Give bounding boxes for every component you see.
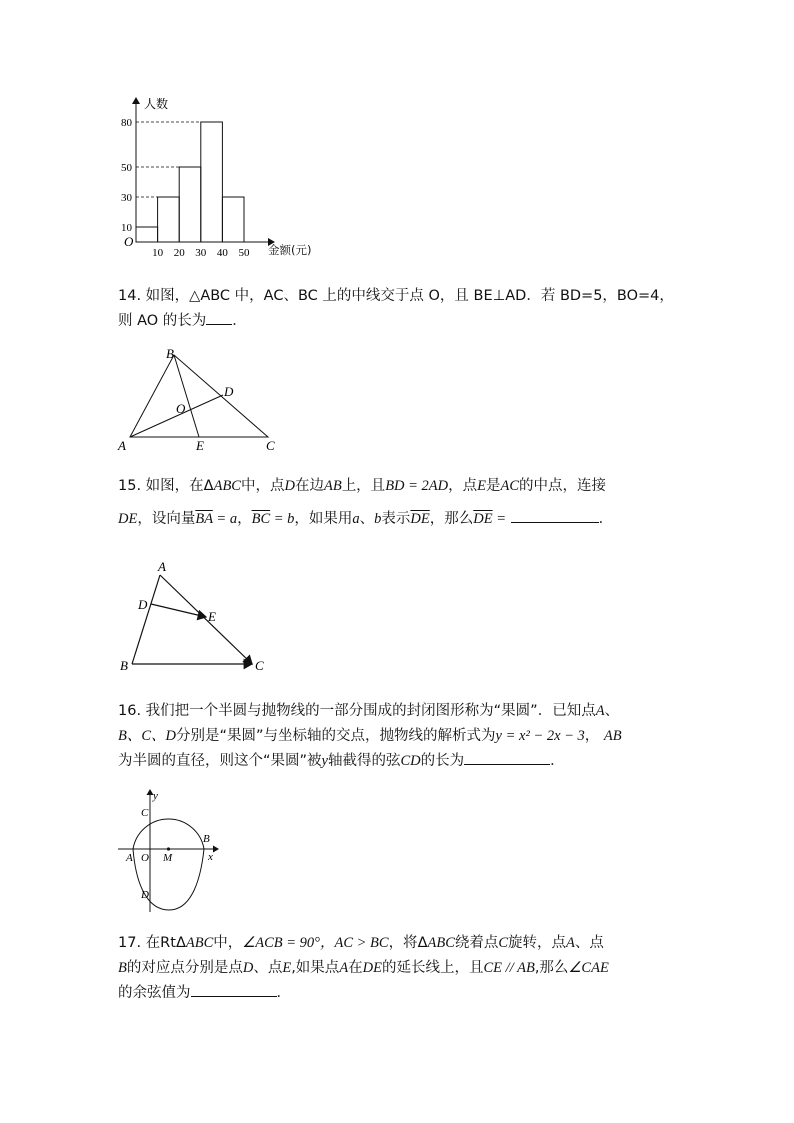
- question-16: [118, 699, 688, 774]
- y-axis-label: 人数: [144, 97, 169, 111]
- histogram-bar: [222, 197, 244, 242]
- q17-line2: B的对应点分别是点D、点E,如果点A在DE的延长线上，且CE // AB,那么∠CAE: [118, 960, 609, 976]
- label-B: B: [166, 346, 174, 361]
- histogram-bar: [201, 122, 223, 242]
- y-tick-label: 10: [121, 222, 132, 234]
- x-tick-label: 30: [195, 247, 207, 259]
- q16-line2: B、C、D分别是“果圆”与坐标轴的交点，抛物线的解析式为y = x² − 2x − 3， AB: [118, 728, 622, 744]
- answer-blank[interactable]: [464, 750, 550, 765]
- y-tick-label: 80: [121, 117, 132, 129]
- q15-line2: DE，设向量$\overline{BA} = a$，$\overline{BC} = b$，如果用a、b表示$\overline{DE}$，那么$\overline{DE}$ = ．: [118, 503, 688, 536]
- x-tick-label: 50: [238, 247, 250, 259]
- q14-line2: [118, 309, 688, 334]
- q17-line1: 17. 在RtΔABC中，∠ACB = 90°，AC > BC，将ΔABC绕着点C旋转，点A、点: [118, 935, 604, 951]
- label-x: x: [208, 851, 213, 863]
- q16-figure: [114, 786, 226, 916]
- label-E: E: [196, 438, 204, 453]
- label-C: C: [266, 438, 275, 453]
- label-O: O: [176, 401, 186, 416]
- label-A: A: [158, 559, 166, 574]
- label-A: A: [118, 438, 126, 453]
- label-C: C: [255, 658, 264, 673]
- histogram-bar: [136, 227, 158, 242]
- y-tick-label: 50: [121, 162, 132, 174]
- x-tick-label: 20: [173, 247, 185, 259]
- x-axis-label: 金额(元): [268, 243, 312, 257]
- label-y: y: [153, 790, 158, 802]
- y-tick-label: 30: [121, 192, 132, 204]
- label-D: D: [141, 889, 149, 901]
- question-14: [118, 284, 688, 334]
- label-O: O: [141, 852, 149, 864]
- histogram-bar: [158, 197, 180, 242]
- question-17: [118, 931, 688, 1006]
- label-D: D: [224, 384, 234, 399]
- q14-end: ．: [232, 313, 247, 329]
- q15-line1: 15. 如图，在ΔABC中，点D在边AB上，且BD = 2AD，点E是AC的中点，连接: [118, 478, 607, 494]
- answer-blank[interactable]: [206, 310, 232, 325]
- histogram-bar: [179, 167, 201, 242]
- label-A: A: [126, 852, 133, 864]
- q15-figure: [112, 558, 272, 674]
- q14-figure: [112, 342, 288, 454]
- label-E: E: [208, 609, 216, 624]
- q17-line3: 的余弦值为 ．: [118, 981, 688, 1006]
- label-C: C: [141, 807, 149, 819]
- label-B: B: [120, 658, 128, 673]
- label-D: D: [138, 597, 148, 612]
- question-15: [118, 470, 688, 536]
- answer-blank[interactable]: [511, 508, 599, 523]
- origin-label: O: [124, 234, 134, 249]
- histogram-chart: [112, 92, 282, 262]
- q16-line3: 为半圆的直径，则这个“果圆”被y轴截得的弦CD的长为 ．: [118, 749, 688, 774]
- x-tick-label: 40: [216, 247, 228, 259]
- q14-line1: 14. 如图，△ABC 中，AC、BC 上的中线交于点 O，且 BE⊥AD．若 BD=5，BO=4，: [118, 288, 674, 304]
- q14-text: 则 AO 的长为: [118, 313, 207, 329]
- answer-blank[interactable]: [191, 982, 277, 997]
- label-M: M: [163, 852, 173, 864]
- x-tick-label: 10: [152, 247, 164, 259]
- label-B: B: [203, 833, 210, 845]
- q16-line1: 16. 我们把一个半圆与抛物线的一部分围成的封闭图形称为“果圆”．已知点A、: [118, 703, 620, 719]
